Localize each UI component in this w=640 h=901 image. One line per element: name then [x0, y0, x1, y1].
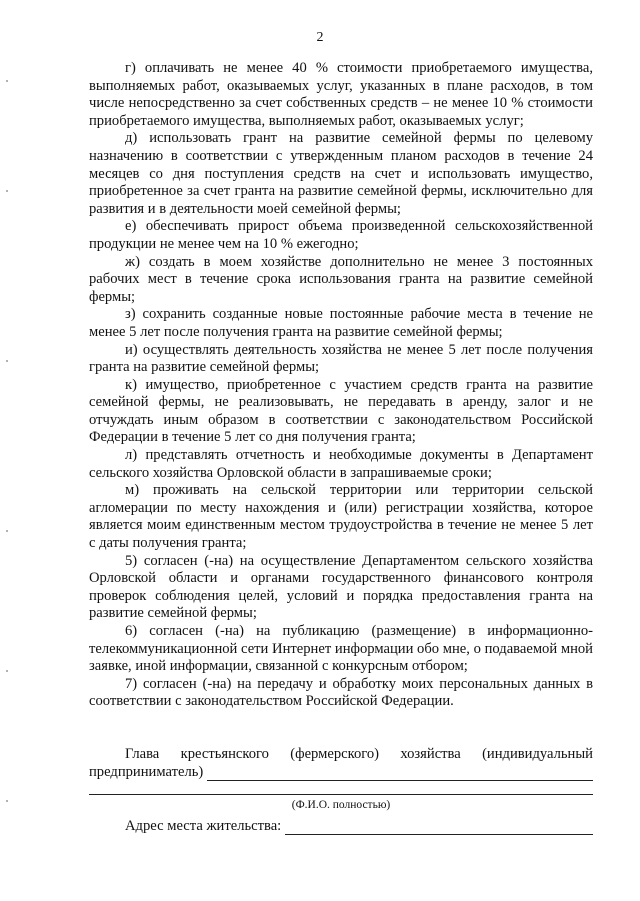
- paragraph-m: м) проживать на сельской территории или территории сельской агломерации по месту нахождения и (или) регистрации хозяйства, которое является моим единственным местом трудоустройства в течение не менее 5 лет с даты получения гранта;: [89, 482, 593, 552]
- document-body: [89, 60, 593, 711]
- paragraph-5: 5) согласен (-на) на осуществление Департаментом сельского хозяйства Орловской области и органами государственного финансового контроля проверок соблюдения целей, условий и порядка предоставления гранта на развитие семейной фермы;: [89, 552, 593, 622]
- address-fill-line: [285, 820, 593, 835]
- signature-title: Глава крестьянского (фермерского) хозяйства (индивидуальный: [125, 746, 593, 762]
- name-caption: (Ф.И.О. полностью): [291, 799, 391, 812]
- paragraph-e: е) обеспечивать прирост объема произведенной сельскохозяйственной продукции не менее чем на 10 % ежегодно;: [89, 218, 593, 252]
- address-label: Адрес места жительства:: [125, 817, 282, 834]
- signature-title-continued: предприниматель): [89, 763, 204, 780]
- paragraph-z: з) сохранить созданные новые постоянные рабочие места в течение не менее 5 лет после получения гранта на развитие семейной фермы;: [89, 306, 593, 340]
- paragraph-k: к) имущество, приобретенное с участием средств гранта на развитие семейной фермы, не реализовывать, не передавать в аренду, залог и не отчуждать иным образом в соответствии с законодательством Российской Федерации в течение 5 лет со дня получения гранта;: [89, 376, 593, 446]
- address-row: [89, 818, 593, 836]
- page-number: 2: [316, 30, 324, 45]
- paragraph-g: г) оплачивать не менее 40 % стоимости приобретаемого имущества, выполняемых работ, оказываемых услуг, указанных в плане расходов, в том числе непосредственно за счет собственных средств – не менее 10 % стоимости приобретаемого имущества, выполняемых работ, оказываемых услуг;: [89, 60, 593, 129]
- signature-fill-line: [207, 766, 593, 781]
- name-fill-line: [89, 793, 593, 795]
- signature-row: [89, 764, 593, 782]
- paragraph-6: 6) согласен (-на) на публикацию (размещение) в информационно-телекоммуникационной сети Интернет информации обо мне, о подаваемой мной заявке, иной информации, связанной с конкурсным отбором;: [89, 623, 593, 675]
- paragraph-zh: ж) создать в моем хозяйстве дополнительно не менее 3 постоянных рабочих мест в течение срока использования гранта на развитие семейной фермы;: [89, 253, 593, 305]
- binding-marks: [6, 60, 9, 820]
- paragraph-i: и) осуществлять деятельность хозяйства не менее 5 лет после получения гранта на развитие семейной фермы;: [89, 341, 593, 376]
- paragraph-d: д) использовать грант на развитие семейной фермы по целевому назначению в соответствии с утвержденным планом расходов в течение 24 месяцев со дня поступления средств на счет и использовать имущество, приобретенное за счет гранта на развитие семейной фермы, исключительно для развития и в деятельности моей семейной фермы;: [89, 130, 593, 217]
- paragraph-l: л) представлять отчетность и необходимые документы в Департамент сельского хозяйства Орловской области в запрашиваемые сроки;: [89, 447, 593, 481]
- paragraph-7: 7) согласен (-на) на передачу и обработку моих персональных данных в соответствии с законодательством Российской Федерации.: [89, 675, 593, 710]
- signature-block: [89, 746, 593, 835]
